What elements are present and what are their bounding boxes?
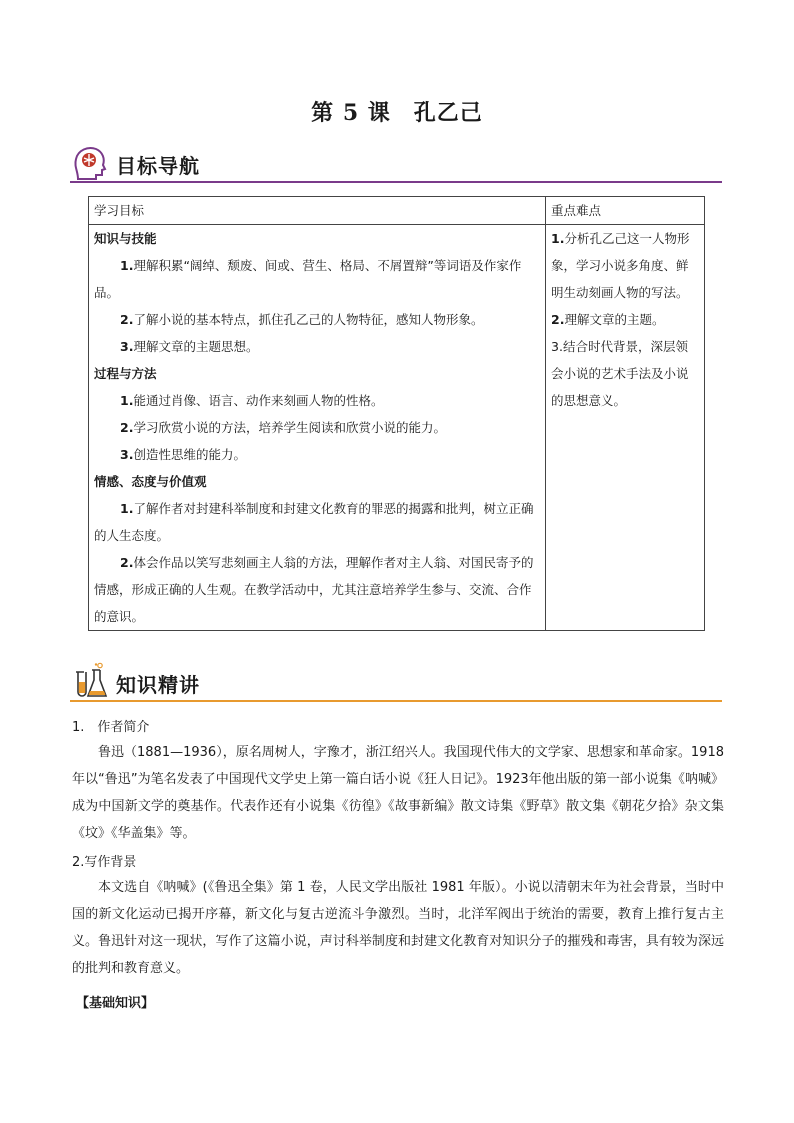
basic-knowledge-label: 【基础知识】 bbox=[76, 996, 155, 1011]
table-header-keypoints: 重点难点 bbox=[546, 197, 705, 225]
section-divider bbox=[70, 700, 722, 702]
section-header-goals bbox=[70, 143, 722, 183]
keypoint-item: 3.结合时代背景，深层领会小说的艺术手法及小说的思想意义。 bbox=[551, 339, 689, 408]
goals-cell bbox=[89, 225, 546, 631]
goals-table bbox=[88, 196, 705, 631]
keypoints-cell bbox=[546, 225, 705, 631]
goal-item: 1.理解积累“阔绰、颓废、间或、营生、格局、不屑置辩”等词语及作家作品。 bbox=[94, 258, 522, 300]
section-title-goals: 目标导航 bbox=[116, 154, 200, 178]
keypoint-item: 2.理解文章的主题。 bbox=[551, 312, 665, 327]
goal-item: 1.了解作者对封建科举制度和封建文化教育的罪恶的揭露和批判，树立正确的人生态度。 bbox=[94, 501, 534, 543]
heading-author-intro: 1. 作者简介 bbox=[72, 720, 150, 735]
goal-item: 1.能通过肖像、语言、动作来刻画人物的性格。 bbox=[120, 393, 384, 408]
keypoint-item: 1.分析孔乙己这一人物形象，学习小说多角度、鲜明生动刻画人物的写法。 bbox=[551, 231, 690, 300]
goal-item: 2.体会作品以笑写悲刻画主人翁的方法，理解作者对主人翁、对国民寄予的情感，形成正确的人生观。在教学活动中，尤其注意培养学生参与、交流、合作的意识。 bbox=[94, 555, 534, 624]
section-header-knowledge bbox=[70, 662, 722, 702]
goal-group-heading: 过程与方法 bbox=[94, 366, 157, 381]
page-title: 第 5 课 孔乙己 bbox=[311, 100, 483, 126]
goal-item: 3.理解文章的主题思想。 bbox=[120, 339, 259, 354]
table-header-goals: 学习目标 bbox=[89, 197, 546, 225]
paragraph-author: 鲁迅（1881—1936），原名周树人，字豫才，浙江绍兴人。我国现代伟大的文学家、思想家和革命家。1918年以“鲁迅”为笔名发表了中国现代文学史上第一篇白话小说《狂人日记》。1923年他出版的第一部小说集《呐喊》成为中国新文学的奠基作。代表作还有小说集《彷徨》《故事新编》散文诗集《野草》散文集《朝花夕拾》杂文集《坟》《华盖集》等。 bbox=[72, 745, 724, 841]
goal-group-heading: 知识与技能 bbox=[94, 231, 157, 246]
paragraph-background: 本文选自《呐喊》(《鲁迅全集》第 1 卷，人民文学出版社 1981 年版）。小说以清朝末年为社会背景，当时中国的新文化运动已揭开序幕，新文化与复古逆流斗争激烈。当时，北洋军阀出于统治的需要，教育上推行复古主义。鲁迅针对这一现状，写作了这篇小说，声讨科举制度和封建文化教育对知识分子的摧残和毒害，具有较为深远的批判和教育意义。 bbox=[72, 880, 724, 976]
goal-item: 2.了解小说的基本特点，抓住孔乙己的人物特征，感知人物形象。 bbox=[120, 312, 484, 327]
brain-head-icon bbox=[70, 143, 110, 183]
lab-flask-icon bbox=[70, 662, 110, 702]
section-divider bbox=[70, 181, 722, 183]
heading-background: 2.写作背景 bbox=[72, 855, 137, 870]
goal-item: 2.学习欣赏小说的方法，培养学生阅读和欣赏小说的能力。 bbox=[120, 420, 446, 435]
goal-group-heading: 情感、态度与价值观 bbox=[94, 474, 207, 489]
section-title-knowledge: 知识精讲 bbox=[116, 673, 200, 697]
goal-item: 3.创造性思维的能力。 bbox=[120, 447, 246, 462]
